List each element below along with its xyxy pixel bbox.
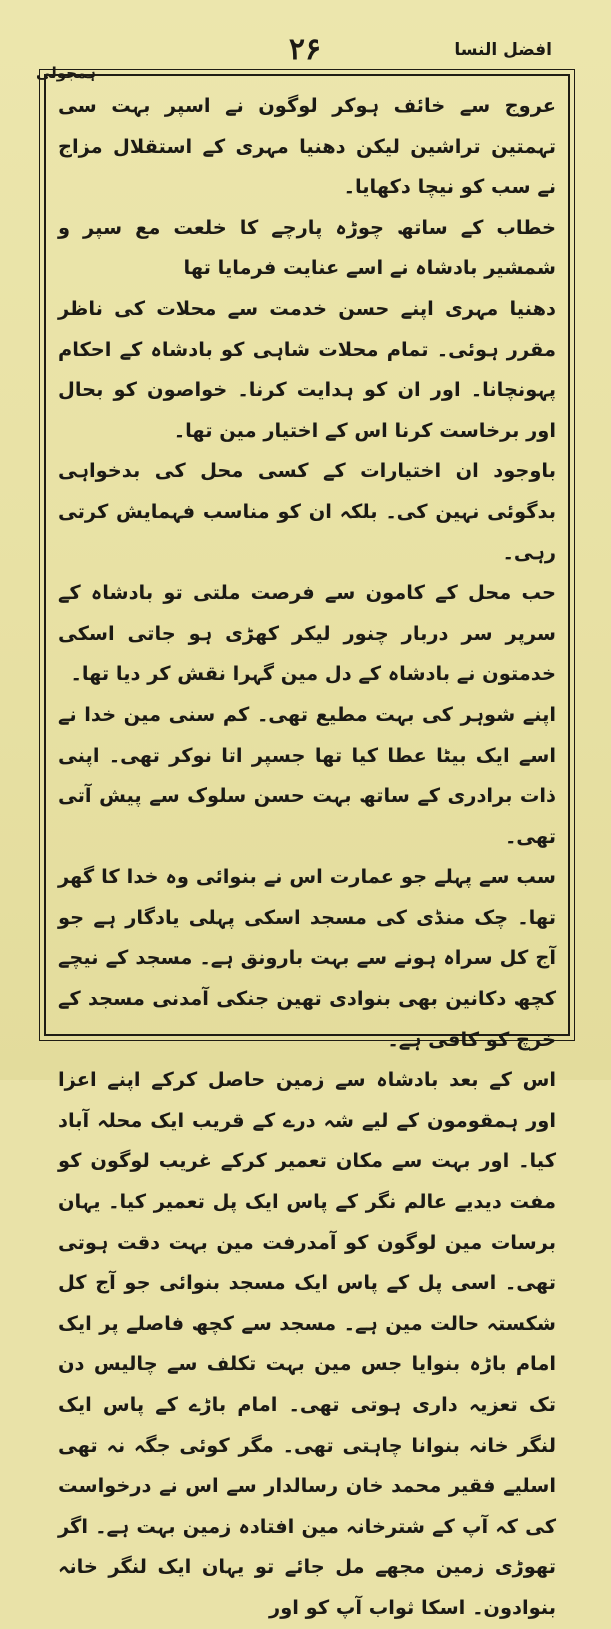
paragraph-1: عروج سے خائف ہوکر لوگون نے اسپر بہت سی تہمتین تراشین لیکن دھنیا مہری کے استقلال مزاج نے سب کو نیچا دکھایا۔ — [58, 94, 556, 199]
book-title: افضل النسا — [454, 40, 552, 60]
paragraph-8: اس کے بعد بادشاہ سے زمین حاصل کرکے اپنے اعزا اور ہمقومون کے لیے شہ درے کے قریب ایک محلہ آباد کیا۔ اور بہت سے مکان تعمیر کرکے غریب لوگون کو مفت دیدیے عالم نگر کے پاس ایک پل تعمیر کیا۔ یہان برسات مین لوگون کو آمدرفت مین بہت دقت ہوتی تھی۔ اسی پل کے پاس ایک مسجد بنوائی جو آج کل شکستہ حالت مین ہے۔ مسجد سے کچھ فاصلے پر ایک امام باڑہ بنوایا جس مین بہت تکلف سے چالیس دن تک تعزیہ داری ہوتی تھی۔ امام باڑے کے پاس ایک لنگر خانہ بنوانا چاہتی تھی۔ مگر کوئی جگہ نہ تھی اسلیے فقیر محمد خان رسالدار سے اس نے درخواست کی کہ آپ کے شترخانہ مین افتادہ زمین بہت ہے۔ اگر تھوڑی زمین مجھے مل جائے تو یہان ایک لنگر خانہ بنوادون۔ اسکا ثواب آپ کو اور — [58, 1068, 556, 1619]
text-frame — [44, 74, 570, 1619]
paragraph-5: حب محل کے کامون سے فرصت ملتی تو بادشاہ کے سرپر سر دربار چنور لیکر کھڑی ہو جاتی اسکی خدمتون نے بادشاہ کے دل مین گہرا نقش کر دیا تھا۔ — [58, 581, 556, 686]
paragraph-7: سب سے پہلے جو عمارت اس نے بنوائی وہ خدا کا گھر تھا۔ چک منڈی کی مسجد اسکی پہلی یادگار ہے جو آج کل سراہ ہونے سے بہت بارونق ہے۔ مسجد کے نیچے کچھ دکانین بھی بنوادی تھین جنکی آمدنی مسجد کے خرچ کو کافی ہے۔ — [58, 865, 556, 1051]
paragraph-2: خطاب کے ساتھ چوڑہ پارچے کا خلعت مع سپر و شمشیر بادشاہ نے اسے عنایت فرمایا تھا — [58, 215, 556, 280]
body-text — [58, 86, 556, 1619]
page-number: ۲۶ — [288, 32, 322, 67]
paragraph-3: دھنیا مہری اپنے حسن خدمت سے محلات کی ناظر مقرر ہوئی۔ تمام محلات شاہی کو بادشاہ کے احکام پہونچانا۔ اور ان کو ہدایت کرنا۔ خواصون کو بحال اور برخاست کرنا اس کے اختیار مین تھا۔ — [58, 296, 556, 442]
running-head: ہمجولی — [36, 64, 96, 82]
paragraph-4: باوجود ان اختیارات کے کسی محل کی بدخواہی بدگوئی نہین کی۔ بلکہ ان کو مناسب فہمایش کرتی رہی۔ — [58, 459, 556, 564]
paragraph-6: اپنے شوہر کی بہت مطیع تھی۔ کم سنی مین خدا نے اسے ایک بیٹا عطا کیا تھا جسپر اتا نوکر تھی۔ اپنی ذات برادری کے ساتھ بہت حسن سلوک سے پیش آتی تھی۔ — [58, 702, 556, 848]
